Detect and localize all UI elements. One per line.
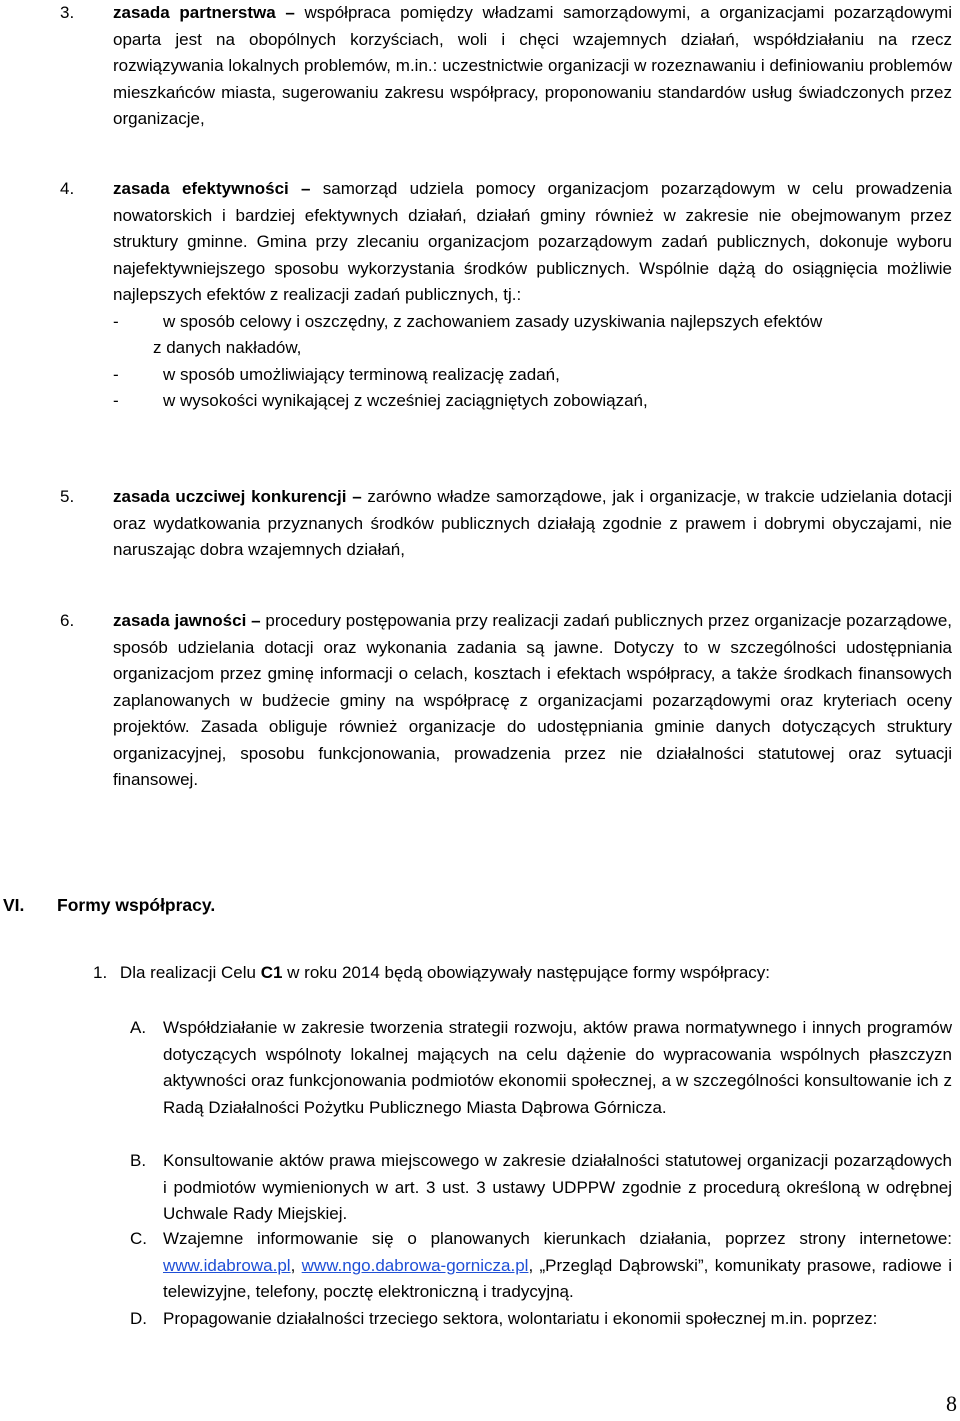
principle-item-4 (60, 176, 952, 415)
principle-title: zasada efektywności – (113, 179, 311, 198)
principle-title: zasada jawności – (113, 611, 261, 630)
sub-item (113, 309, 952, 336)
point-text-after: w roku 2014 będą obowiązywały następujące formy współpracy: (282, 963, 771, 982)
principle-item-6 (60, 608, 952, 794)
section-title: Formy współpracy. (57, 895, 216, 915)
item-number: 4. (60, 179, 75, 198)
principle-item-5 (60, 484, 952, 564)
principle-title: zasada uczciwej konkurencji – (113, 487, 362, 506)
link-separator: , (290, 1255, 302, 1275)
dash-bullet: - (113, 364, 119, 384)
section-heading (3, 892, 215, 919)
sub-item (113, 362, 952, 389)
sub-item (113, 388, 952, 415)
item-number: 3. (60, 3, 75, 22)
point-number: 1. (93, 963, 108, 982)
principle-text: współpraca pomiędzy władzami samorządowymi, a organizacjami pozarządowymi oparta jest na obopólnych korzyściach, woli i chęci wzajemnych działań, współdziałaniu na rzecz rozwiązywania lokalnych problemów, m.in.: uczestnictwie organizacji w rozeznawaniu i definiowaniu problemów mieszkańców miasta, sugerowaniu zakresu współpracy, proponowaniu standardów usług świadczonych przez organizacje, (113, 3, 953, 128)
point-text-before: Dla realizacji Celu (119, 963, 261, 982)
letter-marker: D. (130, 1309, 147, 1328)
form-item-text: Propagowanie działalności trzeciego sektora, wolontariatu i ekonomii społecznej m.in. poprzez: (163, 1309, 878, 1328)
form-item-text: Współdziałanie w zakresie tworzenia strategii rozwoju, aktów prawa normatywnego i innych programów dotyczących wspólnoty lokalnej mających na celu dążenie do wypracowania wspólnych płaszczyzn aktywności oraz funkcjonowania podmiotów ekonomii społecznej, a w szczególności konsultowanie ich z Radą Działalności Pożytku Publicznego Miasta Dąbrowa Górnicza. (163, 1018, 952, 1117)
form-item-a (130, 1015, 952, 1121)
principle-title: zasada partnerstwa – (113, 3, 295, 22)
page-number: 8 (946, 1390, 957, 1416)
form-item-d (130, 1306, 952, 1333)
principle-text: samorząd udziela pomocy organizacjom pozarządowym w celu prowadzenia nowatorskich i bardziej efektywnych działań, działań gminy również w zakresie nie obejmowanym przez struktury gminne. Gmina przy zlecaniu organizacjom pozarządowym zadań publicznych, dokonuje wyboru najefektywniejszego sposobu wykorzystania środków publicznych. Wspólnie dążą do osiągnięcia możliwie najlepszych efektów z realizacji zadań publicznych, tj.: (113, 179, 952, 304)
numbered-point (93, 960, 770, 987)
item-number: 6. (60, 611, 75, 630)
dash-bullet: - (113, 391, 119, 410)
form-item-text: Wzajemne informowanie się o planowanych kierunkach działania, poprzez strony internetowe: (163, 1229, 952, 1248)
sub-item-text: w sposób umożliwiający terminową realizację zadań, (163, 364, 560, 384)
section-number: VI. (3, 895, 25, 915)
form-item-c (130, 1226, 952, 1306)
dash-bullet: - (113, 311, 119, 331)
letter-marker: B. (130, 1151, 147, 1170)
sub-item-text: w sposób celowy i oszczędny, z zachowaniem zasady uzyskiwania najlepszych efektów (163, 311, 823, 331)
sub-item-text: w wysokości wynikającej z wcześniej zaciągniętych zobowiązań, (163, 391, 648, 410)
goal-code: C1 (260, 963, 283, 982)
sub-item-continuation: z danych nakładów, (153, 338, 302, 357)
principle-item-3 (60, 0, 952, 133)
link-ngo-dabrowa[interactable]: www.ngo.dabrowa-gornicza.pl (301, 1255, 529, 1275)
link-idabrowa[interactable]: www.idabrowa.pl (163, 1255, 291, 1275)
item-number: 5. (60, 487, 75, 506)
letter-marker: C. (130, 1229, 147, 1248)
form-item-text-after: , „Przegląd Dąbrowski”, komunikaty prasowe, radiowe i telewizyjne, telefony, pocztę elektroniczną i tradycyjną. (163, 1255, 953, 1301)
form-item-b (130, 1148, 952, 1228)
form-item-text: Konsultowanie aktów prawa miejscowego w zakresie działalności statutowej organizacji pozarządowych i podmiotów wymienionych w art. 3 ust. 3 ustawy UDPPW zgodnie z procedurą określoną w odrębnej Uchwale Rady Miejskiej. (163, 1151, 952, 1223)
principle-text: procedury postępowania przy realizacji zadań publicznych przez organizacje pozarządowe, sposób udzielania dotacji oraz wykonania zadania są jawne. Dotyczy to w szczególności udostępniania organizacjom przez gminę informacji o celach, kosztach i efektach współpracy, a także środkach finansowych zaplanowanych w budżecie gminy na współpracę z organizacjami pozarządowymi oraz kryteriach oceny projektów. Zasada obliguje również organizacje do udostępniania gminie danych dotyczących struktury organizacyjnej, sposobu funkcjonowania, prowadzenia przez nie działalności statutowej oraz sytuacji finansowej. (113, 611, 952, 789)
letter-marker: A. (130, 1018, 147, 1037)
principle-text: zarówno władze samorządowe, jak i organizacje, w trakcie udzielania dotacji oraz wydatkowania przyznanych środków publicznych działają zgodnie z prawem i dobrymi obyczajami, nie naruszając dobra wzajemnych działań, (113, 487, 952, 559)
